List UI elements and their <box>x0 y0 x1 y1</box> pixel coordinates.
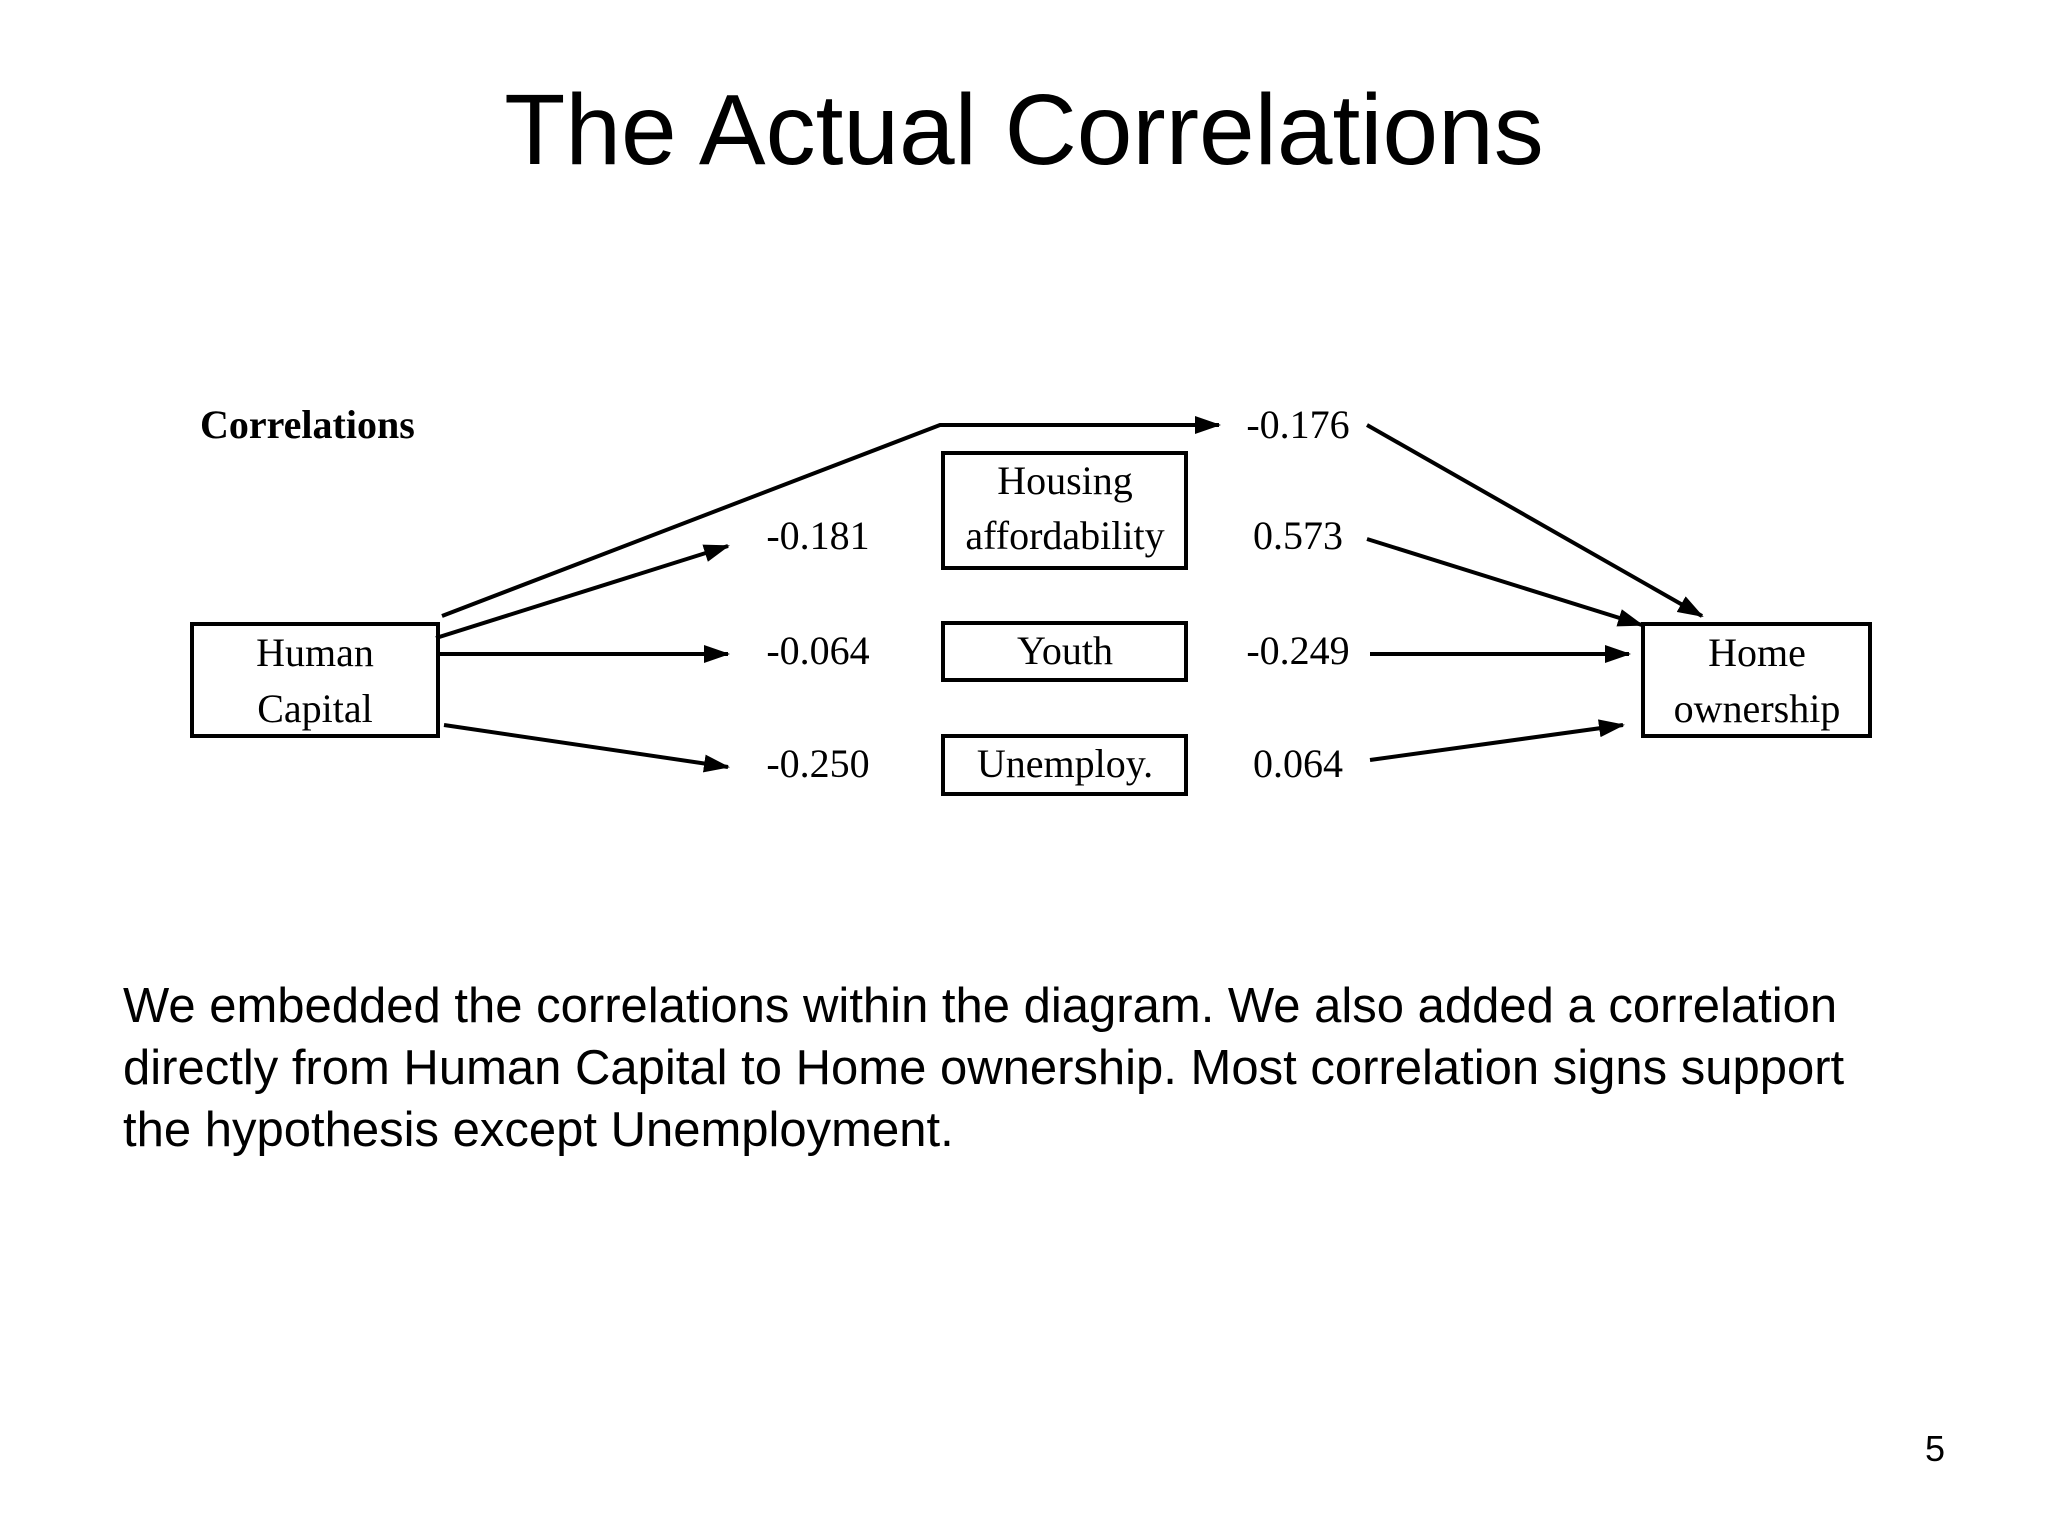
edge-label-unemploy-home: 0.064 <box>1253 741 1343 786</box>
node-label: Human <box>256 630 374 675</box>
caption-line: the hypothesis except Unemployment. <box>123 1103 954 1157</box>
node-unemploy <box>943 736 1186 794</box>
node-label: Home <box>1708 630 1806 675</box>
edge-label-youth-home: -0.249 <box>1246 628 1350 673</box>
edge-label-hc-unemploy: -0.250 <box>766 741 870 786</box>
edge-housing-home <box>1367 539 1642 625</box>
node-youth <box>943 623 1186 680</box>
node-label: Capital <box>257 686 373 731</box>
edge-label-hc-youth: -0.064 <box>766 628 870 673</box>
node-housing-affordability <box>943 453 1186 568</box>
edge-hc-housing <box>436 546 728 638</box>
slide-title: The Actual Correlations <box>504 74 1544 186</box>
node-human-capital <box>192 624 438 736</box>
edge-label-hc-housing: -0.181 <box>766 513 870 558</box>
edge-hc-unemploy <box>444 725 728 767</box>
diagram-heading: Correlations <box>200 402 415 447</box>
edge-label-housing-home: 0.573 <box>1253 513 1343 558</box>
node-label: Housing <box>997 458 1133 503</box>
node-label: Youth <box>1017 628 1113 673</box>
caption <box>123 975 1983 1161</box>
caption-line: directly from Human Capital to Home ownership. Most correlation signs support <box>123 1041 1845 1095</box>
edge-unemploy-home <box>1370 725 1623 760</box>
page-number: 5 <box>1924 1428 1945 1469</box>
edge-direct-home <box>1367 425 1702 616</box>
node-home-ownership <box>1643 624 1870 736</box>
edge-label-hc-home-direct: -0.176 <box>1246 402 1350 447</box>
node-label: affordability <box>965 513 1165 558</box>
caption-line: We embedded the correlations within the diagram. We also added a correlation <box>123 979 1838 1033</box>
node-label: Unemploy. <box>976 741 1154 786</box>
node-label: ownership <box>1673 686 1841 731</box>
